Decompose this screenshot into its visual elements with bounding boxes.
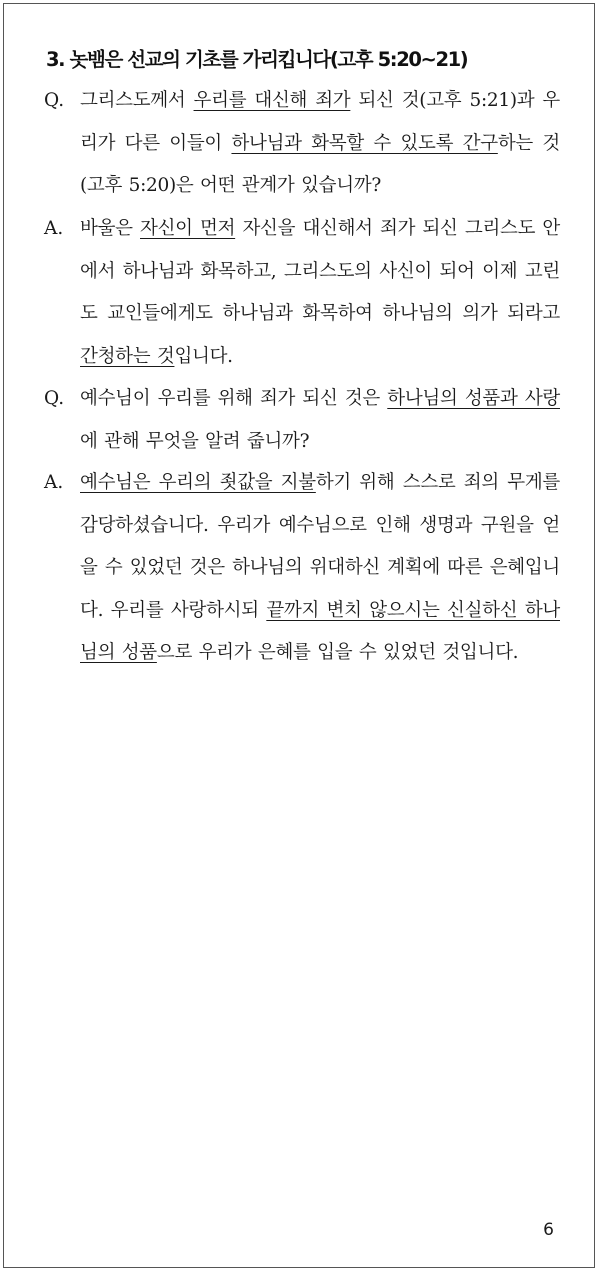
- underlined-phrase: 간청하는 것: [80, 345, 175, 367]
- text-segment: 되신 것(고후 5:21)과 우리가 다른 이들이: [80, 90, 561, 154]
- answer-text: [80, 208, 560, 378]
- question-marker: Q.: [44, 90, 65, 111]
- underlined-phrase: 하나님의 성품과 사랑: [387, 388, 560, 409]
- text-segment: 예수님이 우리를 위해 죄가 되신 것은: [80, 388, 388, 409]
- text-segment: 하는 것(고후 5:20)은 어떤 관계가 있습니까?: [80, 132, 561, 196]
- text-segment: 하기 위해 스스로 죄의 무게를 감당하셨습니다. 우리가 예수님으로 인해 생명과 구원을 얻을 수 있었던 것은 하나님의 위대하신 계획에 따른 은혜입니다. 우리를 사랑하시되: [80, 472, 560, 621]
- answer-1: [44, 208, 560, 378]
- answer-marker: A.: [44, 218, 64, 239]
- question-marker: Q.: [44, 388, 65, 409]
- text-segment: 그리스도께서: [80, 90, 194, 111]
- question-text: [80, 378, 560, 463]
- underlined-phrase: 자신이 먼저: [140, 218, 236, 239]
- page-number: 6: [543, 1220, 554, 1240]
- answer-text: [80, 462, 560, 675]
- section-heading: 3. 놋뱀은 선교의 기초를 가리킵니다(고후 5:20~21): [46, 48, 468, 71]
- text-segment: 자신을 대신해서 죄가 되신 그리스도 안에서 하나님과 화목하고, 그리스도의 사신이 되어 이제 고린도 교인들에게도 하나님과 화목하여 하나님의 의가 되라고: [80, 218, 561, 324]
- underlined-phrase: 우리를 대신해 죄가: [193, 90, 351, 111]
- underlined-phrase: 끝까지 변치 않으시는 신실하신 하나님의 성품: [80, 599, 560, 663]
- underlined-phrase: 하나님과 화목할 수 있도록 간구: [231, 132, 498, 154]
- text-segment: 에 관해 무엇을 알려 줍니까?: [80, 430, 310, 452]
- question-2: [44, 378, 560, 463]
- underlined-phrase: 예수님은 우리의 죗값을 지불: [80, 472, 316, 493]
- question-1: [44, 80, 560, 208]
- question-text: [80, 80, 560, 208]
- text-segment: 으로 우리가 은혜를 입을 수 있었던 것입니다.: [156, 642, 519, 663]
- text-segment: 바울은: [80, 218, 140, 239]
- answer-2: [44, 462, 560, 675]
- text-segment: 입니다.: [174, 345, 233, 367]
- answer-marker: A.: [44, 472, 64, 493]
